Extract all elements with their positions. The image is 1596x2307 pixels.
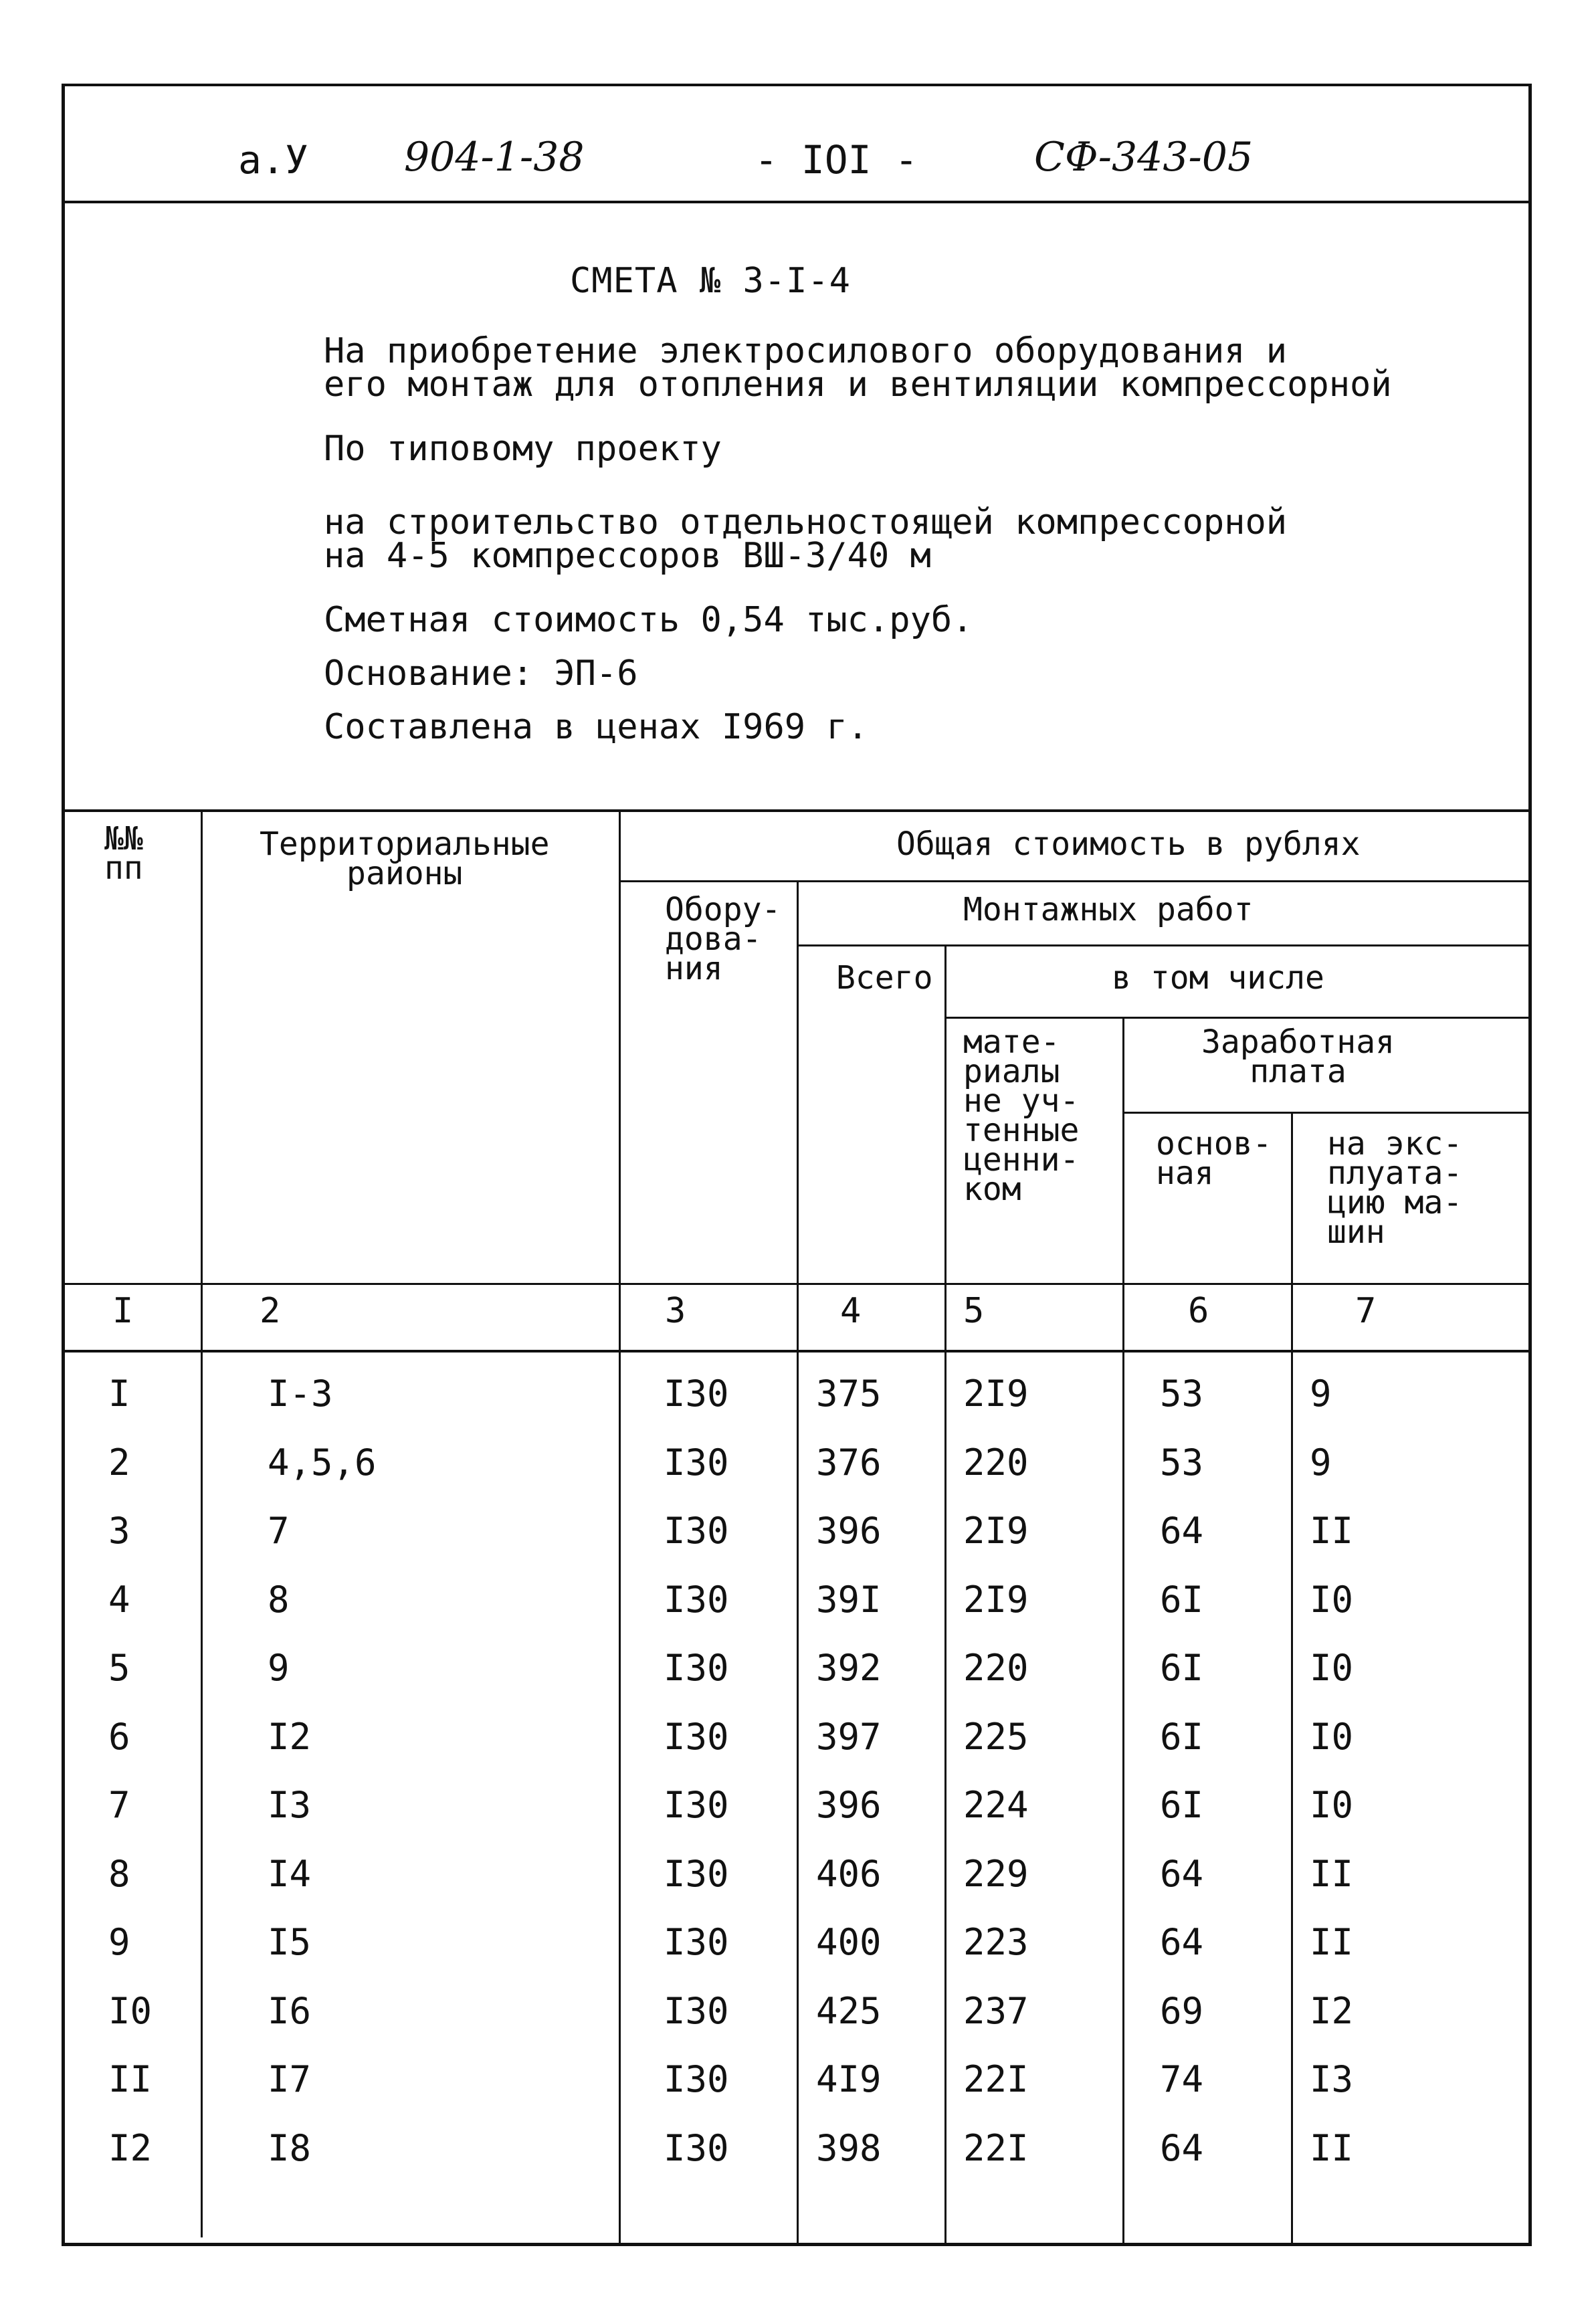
header-divider [62, 201, 1532, 203]
row-equipment: I30 [664, 1647, 729, 1689]
row-wages-machines: I3 [1310, 2058, 1354, 2100]
row-total: 375 [816, 1373, 882, 1415]
grid-line [619, 809, 621, 2246]
table-top-border [62, 809, 1532, 812]
header-all: Всего [836, 959, 933, 997]
grid-line [797, 880, 799, 2246]
row-wages-basic: 6I [1160, 1647, 1204, 1689]
row-total: 396 [816, 1510, 882, 1552]
row-region: I3 [268, 1784, 312, 1826]
row-wages-basic: 64 [1160, 1852, 1204, 1895]
row-materials: 224 [963, 1784, 1029, 1826]
project-code: 904-1-38 [404, 134, 585, 181]
row-total: 400 [816, 1921, 882, 1963]
row-equipment: I30 [664, 1989, 729, 2032]
row-equipment: I30 [664, 1852, 729, 1895]
row-equipment: I30 [664, 1578, 729, 1621]
project-line: По типовому проекту [324, 429, 722, 469]
column-number: 6 [1188, 1291, 1209, 1331]
row-number: 2 [108, 1441, 130, 1484]
grid-line [797, 944, 1532, 946]
column-number: 5 [963, 1291, 985, 1331]
row-materials: 229 [963, 1852, 1029, 1895]
header-wages: Заработная плата [1201, 1023, 1395, 1090]
row-wages-machines: II [1310, 1921, 1354, 1963]
row-number: 6 [108, 1715, 130, 1758]
row-total: 398 [816, 2126, 882, 2169]
series-prefix: а.У [238, 137, 308, 183]
estimated-cost: Сметная стоимость 0,54 тыс.руб. [324, 600, 973, 640]
grid-line [619, 880, 1532, 882]
header-basic: основ- ная [1156, 1125, 1272, 1192]
row-wages-machines: II [1310, 1852, 1354, 1895]
row-materials: 237 [963, 1989, 1029, 2032]
row-wages-machines: I0 [1310, 1647, 1354, 1689]
column-number: 3 [665, 1291, 686, 1331]
estimate-purpose: На приобретение электросилового оборудования и его монтаж для отопления и вентиляции компрессорной [324, 331, 1392, 405]
row-wages-basic: 53 [1160, 1441, 1204, 1484]
row-materials: 2I9 [963, 1373, 1029, 1415]
row-wages-basic: 6I [1160, 1784, 1204, 1826]
column-number: I [112, 1291, 134, 1331]
header-machines: на экс- плуата- цию ма- шин [1327, 1125, 1463, 1251]
row-number: 9 [108, 1921, 130, 1963]
construction-text: на строительство отдельностоящей компрессорной на 4-5 компрессоров ВШ-3/40 м [324, 502, 1288, 576]
row-wages-basic: 53 [1160, 1373, 1204, 1415]
row-number: I [108, 1373, 130, 1415]
header-total-cost: Общая стоимость в рублях [896, 825, 1361, 863]
row-total: 39I [816, 1578, 882, 1621]
header-including: в том числе [1112, 959, 1324, 997]
row-equipment: I30 [664, 1510, 729, 1552]
row-materials: 2I9 [963, 1578, 1029, 1621]
grid-line [1122, 1112, 1532, 1114]
row-materials: 223 [963, 1921, 1029, 1963]
row-number: II [108, 2058, 153, 2100]
header-materials: мате- риалы не уч- тенные ценни- ком [963, 1023, 1080, 1208]
page-number: - IOI - [755, 137, 918, 183]
sheet-code: СФ-343-05 [1034, 134, 1254, 181]
row-region: I5 [268, 1921, 312, 1963]
row-number: 7 [108, 1784, 130, 1826]
row-materials: 220 [963, 1647, 1029, 1689]
row-equipment: I30 [664, 1715, 729, 1758]
row-equipment: I30 [664, 2126, 729, 2169]
header-region: Территориальные районы [260, 825, 550, 892]
row-equipment: I30 [664, 1441, 729, 1484]
row-region: I8 [268, 2126, 312, 2169]
grid-line [1291, 1112, 1293, 2246]
row-wages-machines: II [1310, 2126, 1354, 2169]
row-number: I0 [108, 1989, 153, 2032]
row-number: 3 [108, 1510, 130, 1552]
grid-line [944, 944, 946, 2246]
row-total: 406 [816, 1852, 882, 1895]
row-region: 4,5,6 [268, 1441, 377, 1484]
row-total: 376 [816, 1441, 882, 1484]
row-wages-machines: I2 [1310, 1989, 1354, 2032]
row-equipment: I30 [664, 1921, 729, 1963]
row-region: I4 [268, 1852, 312, 1895]
row-equipment: I30 [664, 2058, 729, 2100]
row-wages-basic: 6I [1160, 1715, 1204, 1758]
row-materials: 220 [963, 1441, 1029, 1484]
row-wages-basic: 64 [1160, 2126, 1204, 2169]
row-wages-machines: I0 [1310, 1715, 1354, 1758]
row-wages-machines: I0 [1310, 1578, 1354, 1621]
column-number: 7 [1355, 1291, 1377, 1331]
grid-line [201, 809, 203, 2237]
row-region: I2 [268, 1715, 312, 1758]
price-year: Составлена в ценах I969 г. [324, 707, 868, 747]
row-region: 9 [268, 1647, 290, 1689]
row-region: I6 [268, 1989, 312, 2032]
row-total: 397 [816, 1715, 882, 1758]
grid-line [944, 1017, 1532, 1019]
row-number: 5 [108, 1647, 130, 1689]
grid-line [1122, 1017, 1124, 2246]
row-wages-basic: 64 [1160, 1510, 1204, 1552]
row-materials: 225 [963, 1715, 1029, 1758]
row-wages-basic: 6I [1160, 1578, 1204, 1621]
row-wages-machines: 9 [1310, 1373, 1332, 1415]
row-wages-machines: II [1310, 1510, 1354, 1552]
row-total: 425 [816, 1989, 882, 2032]
row-region: I7 [268, 2058, 312, 2100]
row-region: 8 [268, 1578, 290, 1621]
row-wages-basic: 69 [1160, 1989, 1204, 2032]
header-num: №№ пп [104, 820, 143, 887]
row-materials: 2I9 [963, 1510, 1029, 1552]
row-region: 7 [268, 1510, 290, 1552]
row-number: 4 [108, 1578, 130, 1621]
row-wages-basic: 74 [1160, 2058, 1204, 2100]
estimate-title: СМЕТА № 3-I-4 [570, 261, 851, 301]
row-total: 392 [816, 1647, 882, 1689]
column-number: 4 [840, 1291, 862, 1331]
row-wages-machines: I0 [1310, 1784, 1354, 1826]
row-region: I-3 [268, 1373, 333, 1415]
header-installation: Монтажных работ [963, 891, 1254, 928]
row-equipment: I30 [664, 1784, 729, 1826]
row-wages-basic: 64 [1160, 1921, 1204, 1963]
column-number: 2 [260, 1291, 281, 1331]
header-equipment: Обору- дова- ния [665, 891, 781, 987]
row-total: 396 [816, 1784, 882, 1826]
row-wages-machines: 9 [1310, 1441, 1332, 1484]
row-materials: 22I [963, 2058, 1029, 2100]
row-equipment: I30 [664, 1373, 729, 1415]
row-number: 8 [108, 1852, 130, 1895]
row-materials: 22I [963, 2126, 1029, 2169]
row-number: I2 [108, 2126, 153, 2169]
estimate-basis: Основание: ЭП-6 [324, 654, 638, 694]
row-total: 4I9 [816, 2058, 882, 2100]
